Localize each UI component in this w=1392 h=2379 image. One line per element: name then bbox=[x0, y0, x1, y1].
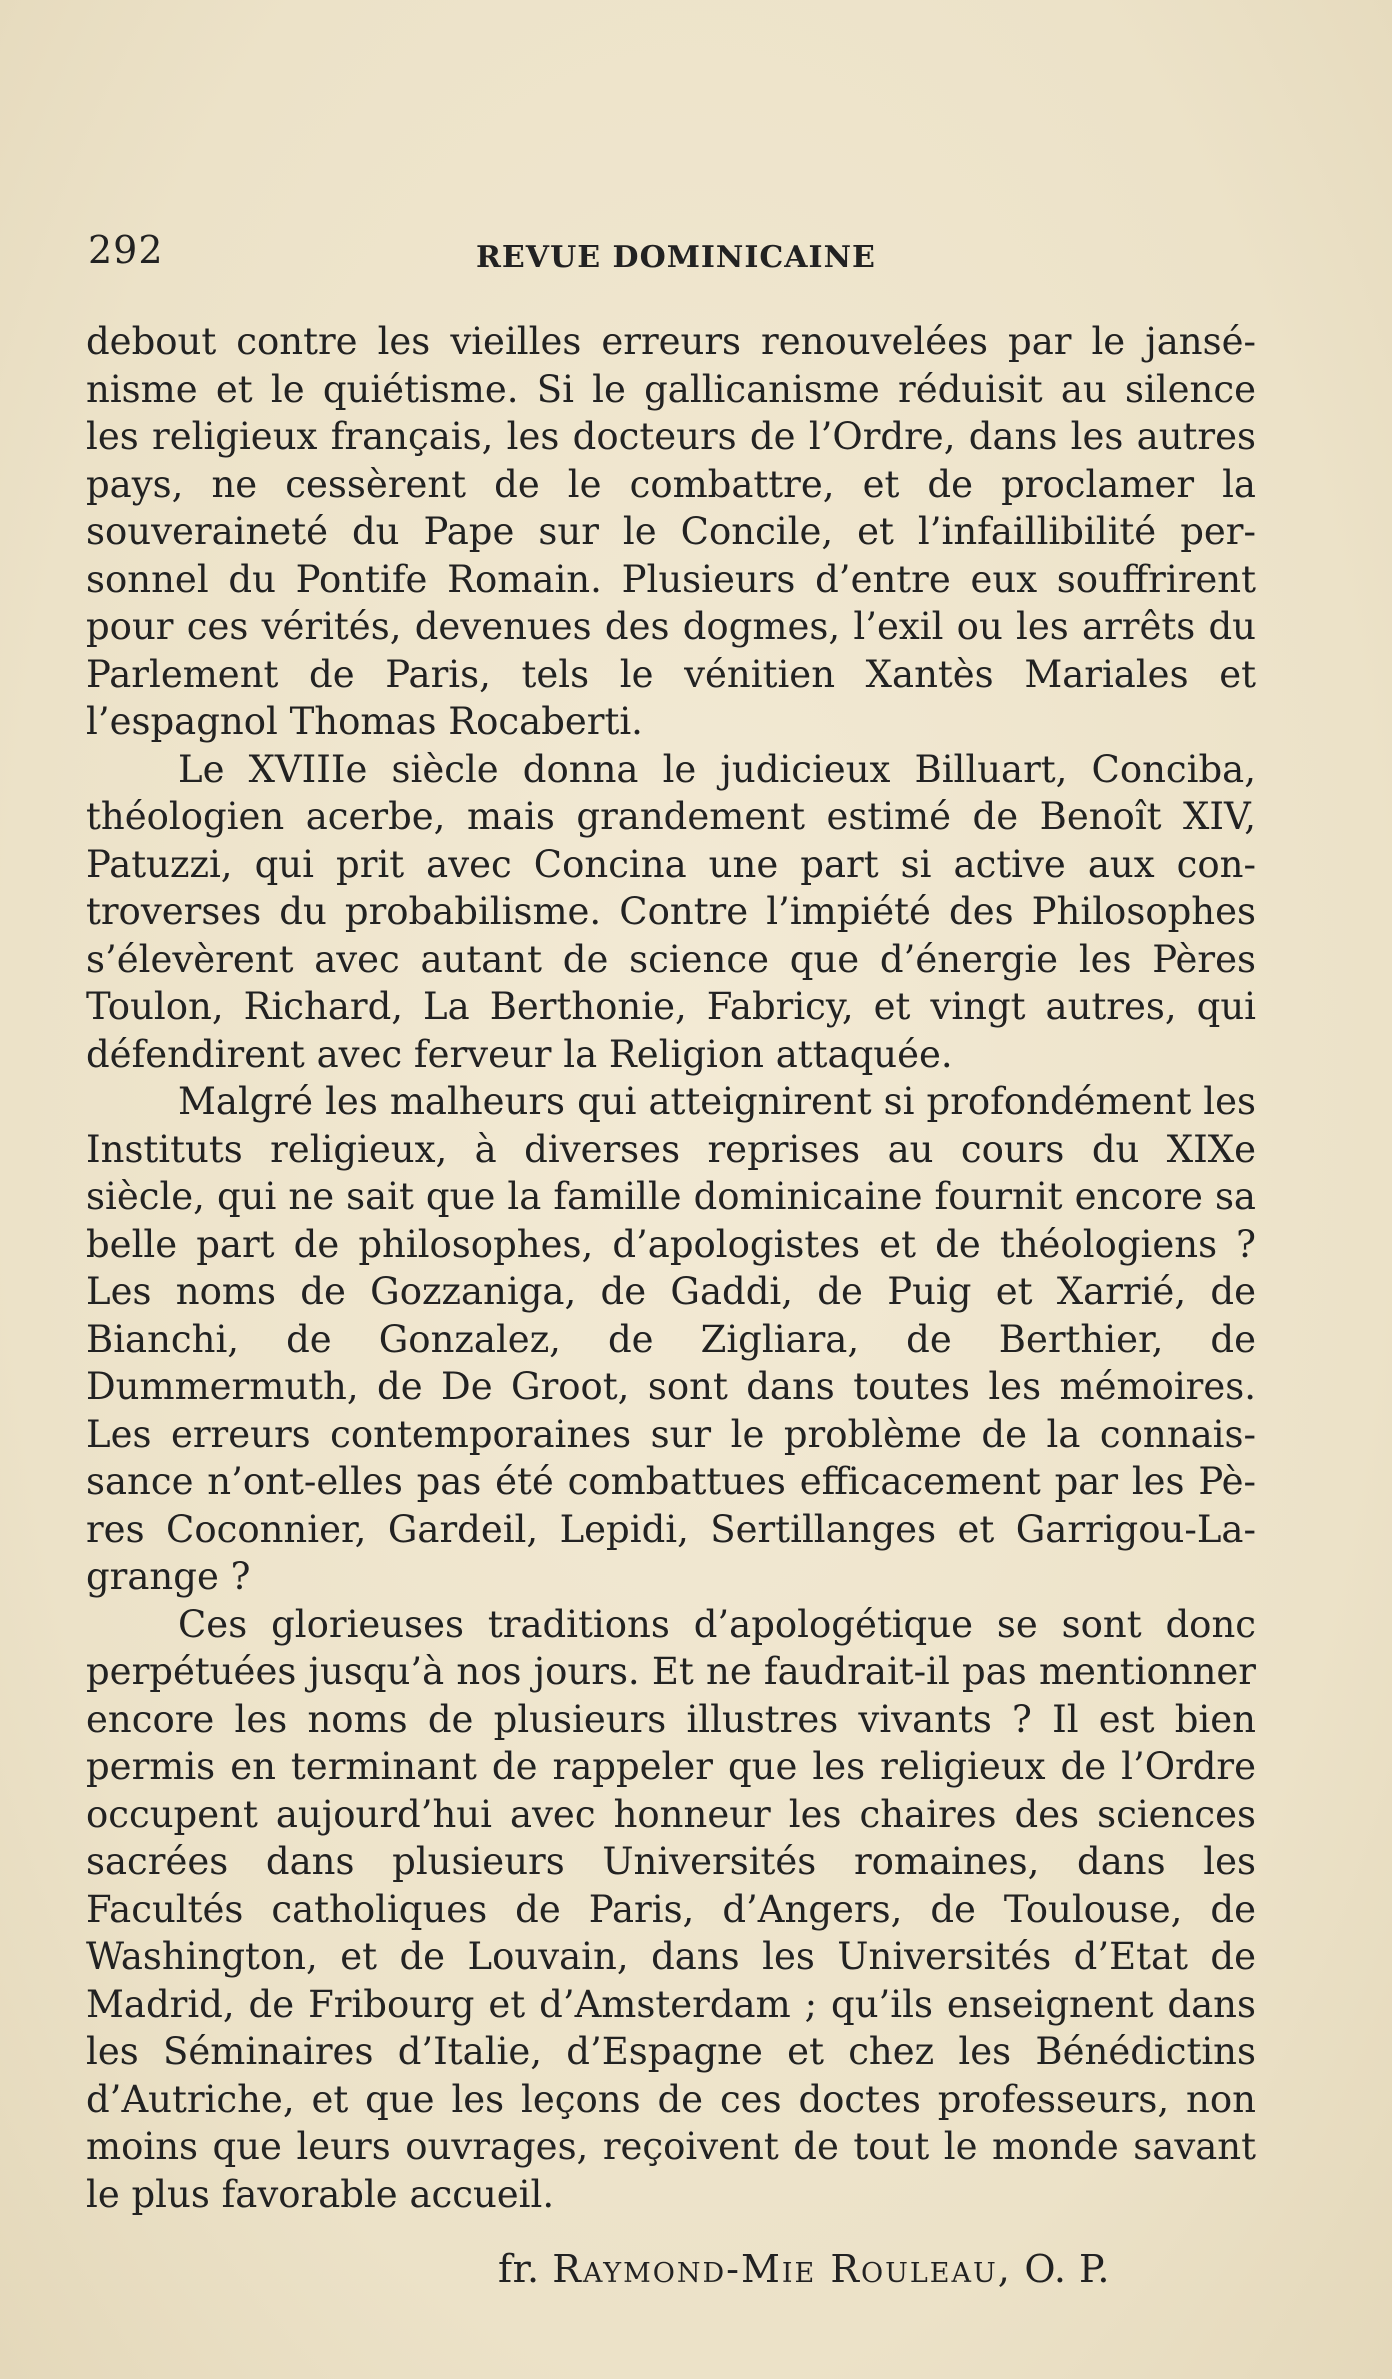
article-body bbox=[86, 318, 1256, 2218]
page-number: 292 bbox=[88, 228, 164, 272]
author-name: Raymond-Mie Rouleau, bbox=[552, 2247, 1012, 2291]
author-order: O. P. bbox=[1024, 2247, 1110, 2291]
running-title: REVUE DOMINICAINE bbox=[476, 240, 876, 275]
page-header bbox=[88, 228, 1268, 278]
author-signature bbox=[498, 2247, 1110, 2291]
signature-prefix: fr. bbox=[498, 2247, 540, 2291]
paragraph: Malgré les malheurs qui atteignirent si profondément les Instituts religieux, à diverses reprises au cours du XIXe siècle, qui ne sait que la famille dominicaine fournit encore sa belle part de philosophes, d’apologistes et de théologiens ? Les noms de Gozzaniga, de Gaddi, de Puig et Xarrié, de Bianchi, de Gonzalez, de Zigliara, de Berthier, de Dummermuth, de De Groot, sont dans toutes les mémoires. Les erreurs contemporaines sur le problème de la connaissance n’ont-elles pas été combattues efficacement par les Pères Coconnier, Gardeil, Lepidi, Sertillanges et Garrigou-Lagrange ? bbox=[86, 1080, 1256, 1598]
paragraph: Le XVIIIe siècle donna le judicieux Billuart, Conciba, théologien acerbe, mais grandement estimé de Benoît XIV, Patuzzi, qui prit avec Concina une part si active aux controverses du probabilisme. Contre l’impiété des Philosophes s’élevèrent avec autant de science que d’énergie les Pères Toulon, Richard, La Berthonie, Fabricy, et vingt autres, qui défendirent avec ferveur la Religion attaquée. bbox=[86, 747, 1256, 1076]
paragraph: debout contre les vieilles erreurs renouvelées par le jansénisme et le quiétisme. Si le gallicanisme réduisit au silence les religieux français, les docteurs de l’Ordre, dans les autres pays, ne cessèrent de le combattre, et de proclamer la souveraineté du Pape sur le Concile, et l’infaillibilité personnel du Pontife Romain. Plusieurs d’entre eux souffrirent pour ces vérités, devenues des dogmes, l’exil ou les arrêts du Parlement de Paris, tels le vénitien Xantès Mariales et l’espagnol Thomas Rocaberti. bbox=[86, 320, 1256, 743]
paragraph: Ces glorieuses traditions d’apologétique se sont donc perpétuées jusqu’à nos jours. Et ne faudrait-il pas mentionner encore les noms de plusieurs illustres vivants ? Il est bien permis en terminant de rappeler que les religieux de l’Ordre occupent aujourd’hui avec honneur les chaires des sciences sacrées dans plusieurs Universités romaines, dans les Facultés catholiques de Paris, d’Angers, de Toulouse, de Washington, et de Louvain, dans les Universités d’Etat de Madrid, de Fribourg et d’Amsterdam ; qu’ils enseignent dans les Séminaires d’Italie, d’Espagne et chez les Bénédictins d’Autriche, et que les leçons de ces doctes professeurs, non moins que leurs ouvrages, reçoivent de tout le monde savant le plus favorable accueil. bbox=[86, 1602, 1256, 2216]
